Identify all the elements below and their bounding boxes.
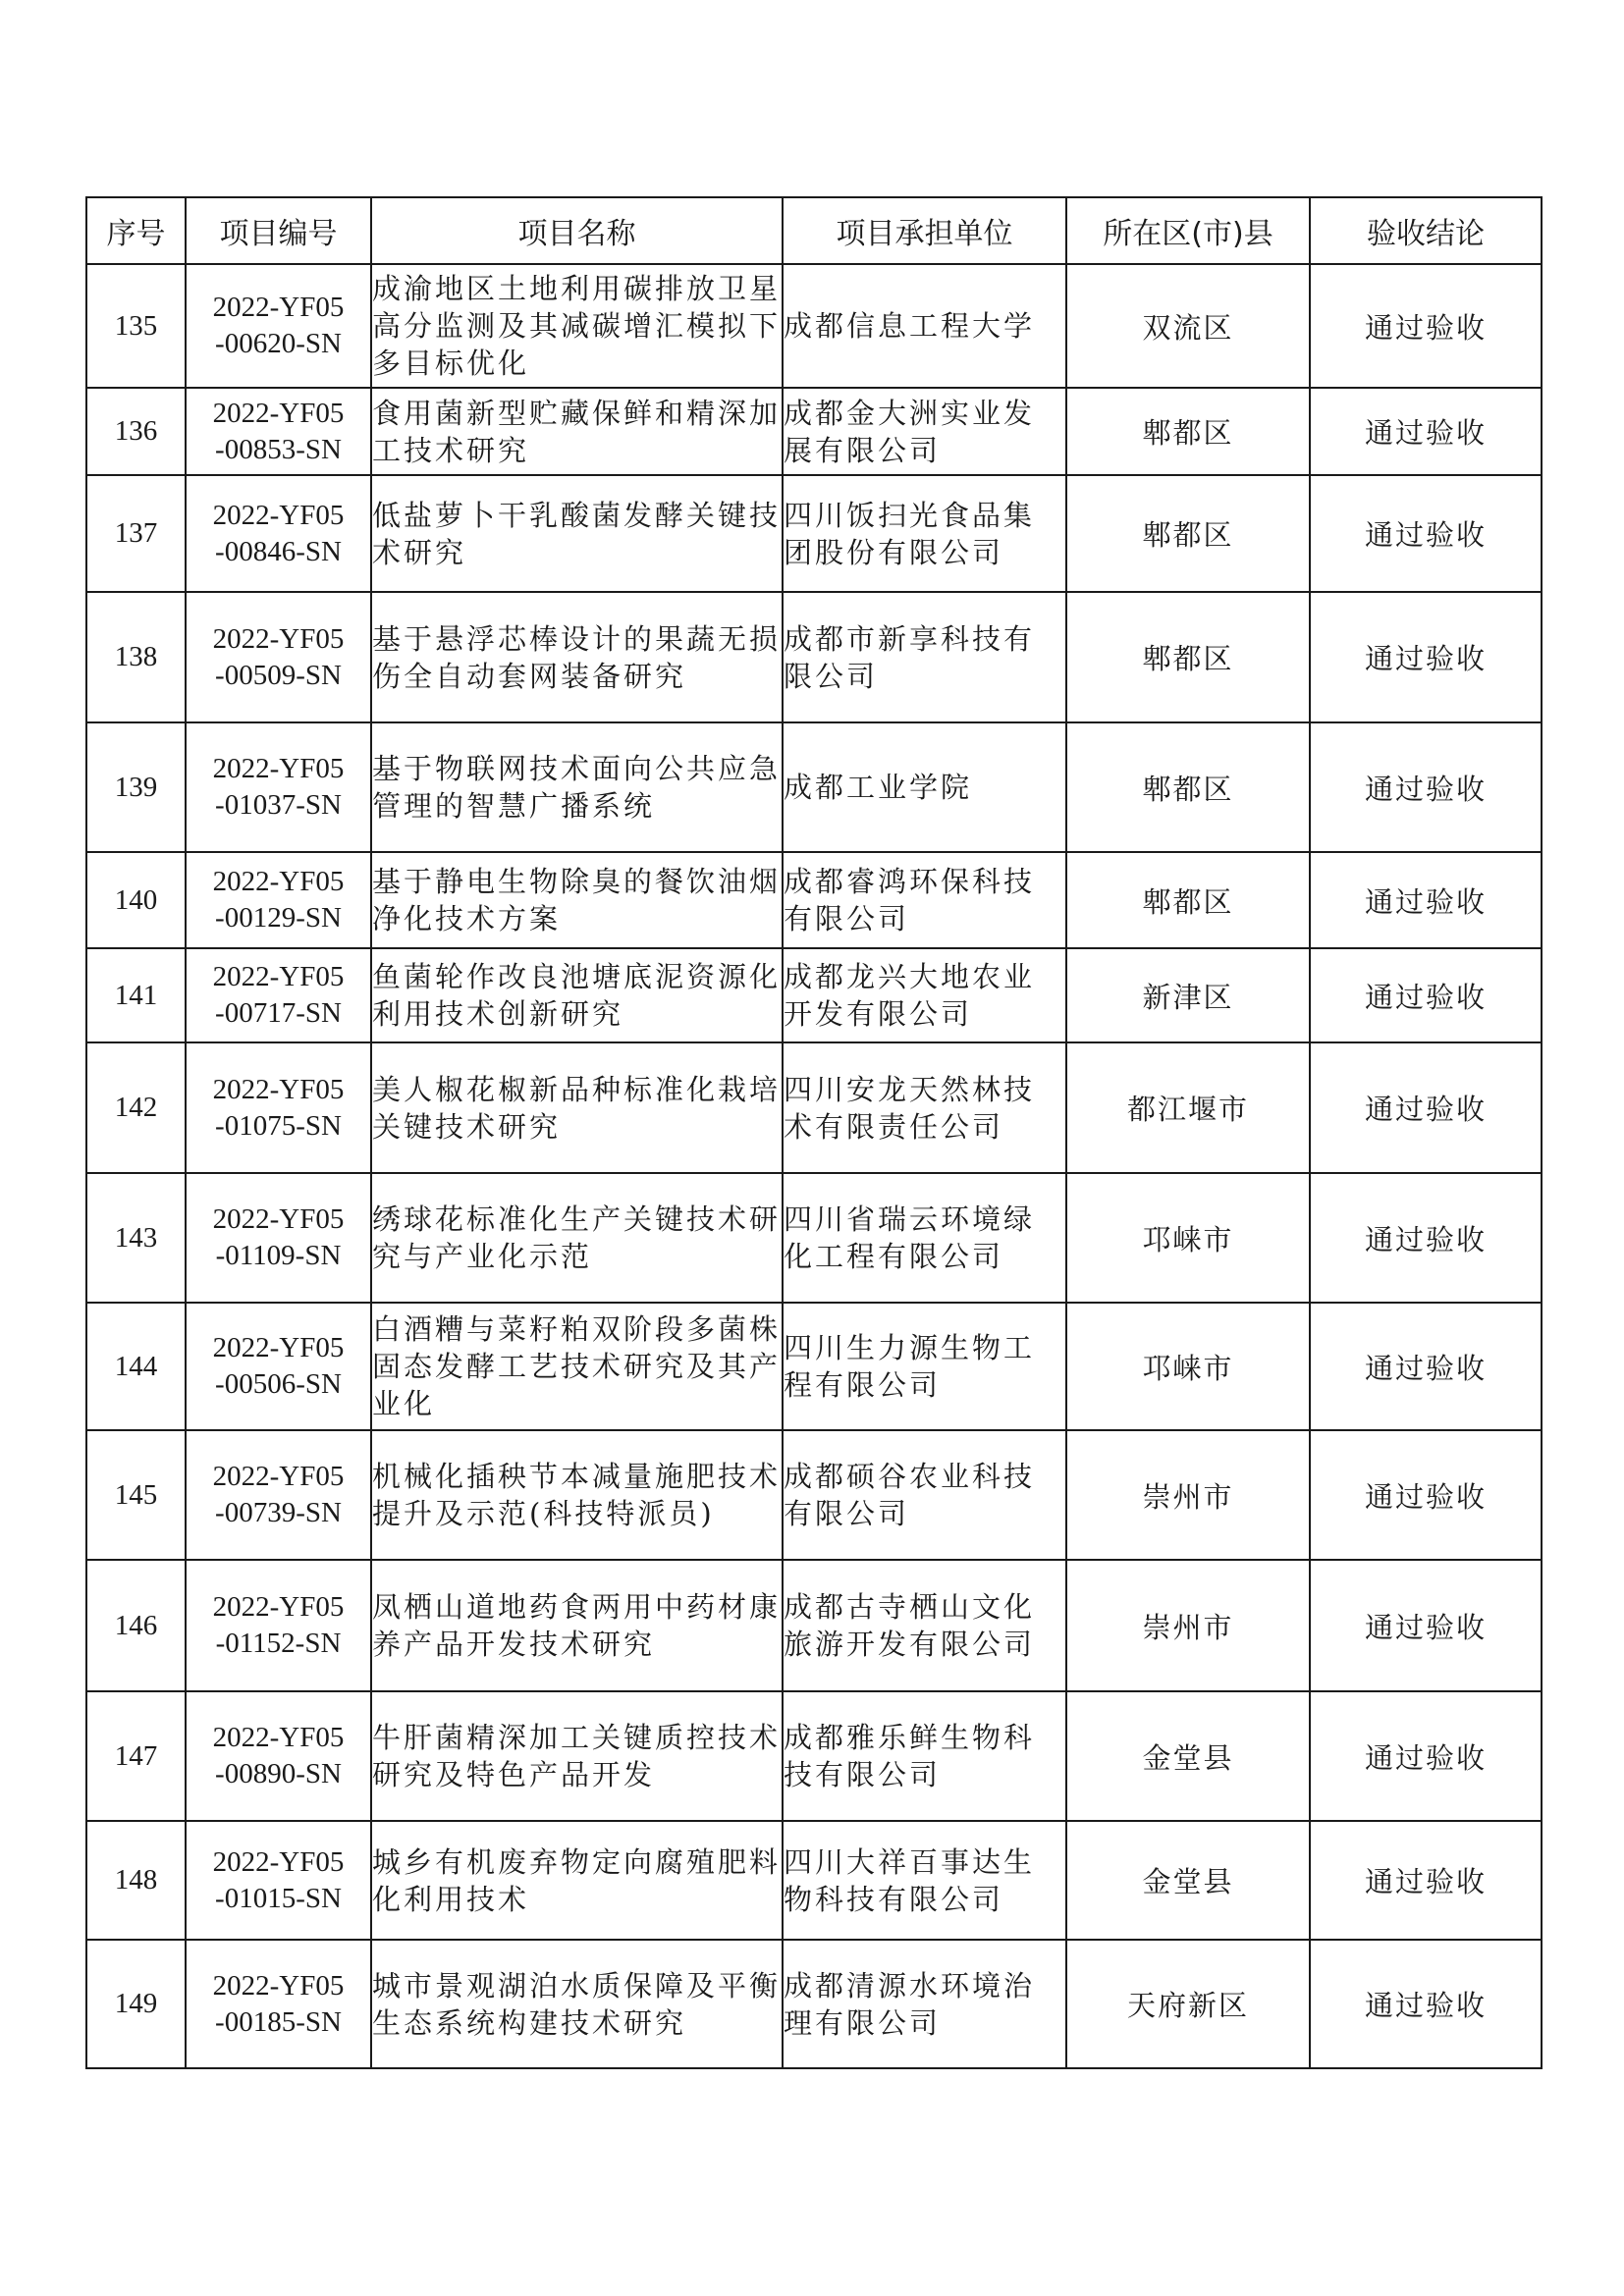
cell-no: 143 bbox=[86, 1173, 186, 1303]
code-line-2: -01152-SN bbox=[215, 1628, 342, 1659]
cell-district: 都江堰市 bbox=[1066, 1042, 1310, 1173]
code-line-2: -01075-SN bbox=[215, 1109, 342, 1142]
cell-district: 天府新区 bbox=[1066, 1940, 1310, 2068]
table-row bbox=[86, 592, 1542, 722]
cell-result: 通过验收 bbox=[1310, 1560, 1542, 1691]
code-line-1: 2022-YF05 bbox=[212, 1203, 345, 1235]
cell-name: 食用菌新型贮藏保鲜和精深加工技术研究 bbox=[371, 388, 783, 475]
cell-result: 通过验收 bbox=[1310, 1691, 1542, 1821]
cell-no: 138 bbox=[86, 592, 186, 722]
header-no: 序号 bbox=[86, 197, 186, 264]
code-line-2: -00853-SN bbox=[215, 433, 342, 465]
cell-name: 成渝地区土地利用碳排放卫星高分监测及其减碳增汇模拟下多目标优化 bbox=[371, 264, 783, 388]
cell-no: 146 bbox=[86, 1560, 186, 1691]
code-line-1: 2022-YF05 bbox=[212, 1073, 345, 1105]
cell-code bbox=[186, 722, 371, 852]
code-line-2: -01109-SN bbox=[215, 1240, 342, 1271]
cell-no: 137 bbox=[86, 475, 186, 592]
cell-no: 140 bbox=[86, 852, 186, 948]
cell-result: 通过验收 bbox=[1310, 852, 1542, 948]
code-line-1: 2022-YF05 bbox=[212, 1722, 345, 1753]
cell-name: 城市景观湖泊水质保障及平衡生态系统构建技术研究 bbox=[371, 1940, 783, 2068]
cell-unit: 四川安龙天然林技术有限责任公司 bbox=[783, 1042, 1066, 1173]
cell-no: 147 bbox=[86, 1691, 186, 1821]
cell-code bbox=[186, 1430, 371, 1560]
cell-unit: 四川大祥百事达生物科技有限公司 bbox=[783, 1821, 1066, 1940]
cell-no: 142 bbox=[86, 1042, 186, 1173]
cell-code bbox=[186, 852, 371, 948]
cell-district: 金堂县 bbox=[1066, 1691, 1310, 1821]
cell-result: 通过验收 bbox=[1310, 1042, 1542, 1173]
cell-result: 通过验收 bbox=[1310, 722, 1542, 852]
cell-district: 郫都区 bbox=[1066, 592, 1310, 722]
cell-no: 136 bbox=[86, 388, 186, 475]
code-line-2: -00506-SN bbox=[215, 1368, 342, 1400]
table-row bbox=[86, 1173, 1542, 1303]
cell-code bbox=[186, 1691, 371, 1821]
code-line-2: -00717-SN bbox=[215, 997, 342, 1029]
table-row bbox=[86, 1821, 1542, 1940]
cell-unit: 成都清源水环境治理有限公司 bbox=[783, 1940, 1066, 2068]
cell-no: 144 bbox=[86, 1303, 186, 1430]
cell-code bbox=[186, 264, 371, 388]
cell-district: 双流区 bbox=[1066, 264, 1310, 388]
cell-result: 通过验收 bbox=[1310, 388, 1542, 475]
cell-district: 郫都区 bbox=[1066, 722, 1310, 852]
code-line-1: 2022-YF05 bbox=[212, 1461, 345, 1492]
cell-unit: 成都睿鸿环保科技有限公司 bbox=[783, 852, 1066, 948]
cell-unit: 成都硕谷农业科技有限公司 bbox=[783, 1430, 1066, 1560]
table-row bbox=[86, 1042, 1542, 1173]
code-line-1: 2022-YF05 bbox=[212, 1332, 345, 1363]
cell-district: 郫都区 bbox=[1066, 852, 1310, 948]
code-line-2: -00620-SN bbox=[215, 328, 342, 359]
cell-no: 145 bbox=[86, 1430, 186, 1560]
header-district: 所在区(市)县 bbox=[1066, 197, 1310, 264]
code-line-1: 2022-YF05 bbox=[212, 292, 345, 323]
cell-district: 崇州市 bbox=[1066, 1430, 1310, 1560]
cell-code bbox=[186, 1560, 371, 1691]
cell-result: 通过验收 bbox=[1310, 1430, 1542, 1560]
cell-name: 机械化插秧节本减量施肥技术提升及示范(科技特派员) bbox=[371, 1430, 783, 1560]
cell-district: 邛崃市 bbox=[1066, 1303, 1310, 1430]
code-line-1: 2022-YF05 bbox=[212, 1591, 345, 1623]
cell-name: 美人椒花椒新品种标准化栽培关键技术研究 bbox=[371, 1042, 783, 1173]
code-line-1: 2022-YF05 bbox=[212, 622, 345, 655]
cell-result: 通过验收 bbox=[1310, 1940, 1542, 2068]
cell-no: 139 bbox=[86, 722, 186, 852]
cell-result: 通过验收 bbox=[1310, 1303, 1542, 1430]
header-code: 项目编号 bbox=[186, 197, 371, 264]
table-row bbox=[86, 388, 1542, 475]
cell-code bbox=[186, 1940, 371, 2068]
code-line-1: 2022-YF05 bbox=[212, 1845, 345, 1878]
cell-code bbox=[186, 592, 371, 722]
table-row bbox=[86, 852, 1542, 948]
cell-unit: 成都雅乐鲜生物科技有限公司 bbox=[783, 1691, 1066, 1821]
cell-name: 基于悬浮芯棒设计的果蔬无损伤全自动套网装备研究 bbox=[371, 592, 783, 722]
table-row bbox=[86, 1691, 1542, 1821]
code-line-2: -00185-SN bbox=[215, 2005, 342, 2038]
cell-district: 金堂县 bbox=[1066, 1821, 1310, 1940]
code-line-1: 2022-YF05 bbox=[212, 753, 345, 784]
code-line-2: -01037-SN bbox=[215, 789, 342, 821]
cell-result: 通过验收 bbox=[1310, 475, 1542, 592]
header-unit: 项目承担单位 bbox=[783, 197, 1066, 264]
code-line-1: 2022-YF05 bbox=[212, 397, 345, 429]
table-row bbox=[86, 475, 1542, 592]
cell-name: 基于静电生物除臭的餐饮油烟净化技术方案 bbox=[371, 852, 783, 948]
table-row bbox=[86, 264, 1542, 388]
header-result: 验收结论 bbox=[1310, 197, 1542, 264]
cell-unit: 成都龙兴大地农业开发有限公司 bbox=[783, 948, 1066, 1042]
cell-name: 城乡有机废弃物定向腐殖肥料化利用技术 bbox=[371, 1821, 783, 1940]
code-line-1: 2022-YF05 bbox=[212, 961, 345, 992]
cell-no: 141 bbox=[86, 948, 186, 1042]
cell-district: 新津区 bbox=[1066, 948, 1310, 1042]
cell-district: 邛崃市 bbox=[1066, 1173, 1310, 1303]
cell-district: 郫都区 bbox=[1066, 475, 1310, 592]
code-line-2: -00739-SN bbox=[215, 1497, 342, 1528]
cell-code bbox=[186, 948, 371, 1042]
cell-code bbox=[186, 1303, 371, 1430]
table-header-row bbox=[86, 197, 1542, 264]
cell-code bbox=[186, 1173, 371, 1303]
table-row bbox=[86, 1560, 1542, 1691]
project-acceptance-table bbox=[85, 196, 1543, 2069]
cell-name: 低盐萝卜干乳酸菌发酵关键技术研究 bbox=[371, 475, 783, 592]
cell-result: 通过验收 bbox=[1310, 1173, 1542, 1303]
cell-code bbox=[186, 388, 371, 475]
cell-name: 绣球花标准化生产关键技术研究与产业化示范 bbox=[371, 1173, 783, 1303]
cell-code bbox=[186, 1821, 371, 1940]
code-line-2: -01015-SN bbox=[215, 1882, 342, 1914]
code-line-2: -00509-SN bbox=[215, 659, 342, 691]
cell-name: 牛肝菌精深加工关键质控技术研究及特色产品开发 bbox=[371, 1691, 783, 1821]
cell-no: 149 bbox=[86, 1940, 186, 2068]
code-line-2: -00129-SN bbox=[215, 902, 342, 934]
cell-unit: 成都市新享科技有限公司 bbox=[783, 592, 1066, 722]
code-line-2: -00846-SN bbox=[215, 535, 342, 567]
code-line-1: 2022-YF05 bbox=[212, 866, 345, 897]
code-line-1: 2022-YF05 bbox=[212, 499, 345, 531]
cell-name: 鱼菌轮作改良池塘底泥资源化利用技术创新研究 bbox=[371, 948, 783, 1042]
cell-unit: 四川省瑞云环境绿化工程有限公司 bbox=[783, 1173, 1066, 1303]
cell-no: 135 bbox=[86, 264, 186, 388]
code-line-2: -00890-SN bbox=[215, 1758, 342, 1789]
cell-code bbox=[186, 475, 371, 592]
table-row bbox=[86, 1430, 1542, 1560]
cell-unit: 四川饭扫光食品集团股份有限公司 bbox=[783, 475, 1066, 592]
cell-name: 基于物联网技术面向公共应急管理的智慧广播系统 bbox=[371, 722, 783, 852]
code-line-1: 2022-YF05 bbox=[212, 1969, 345, 2002]
cell-result: 通过验收 bbox=[1310, 948, 1542, 1042]
cell-no: 148 bbox=[86, 1821, 186, 1940]
cell-code bbox=[186, 1042, 371, 1173]
cell-district: 崇州市 bbox=[1066, 1560, 1310, 1691]
cell-unit: 四川生力源生物工程有限公司 bbox=[783, 1303, 1066, 1430]
table-row bbox=[86, 948, 1542, 1042]
cell-unit: 成都金大洲实业发展有限公司 bbox=[783, 388, 1066, 475]
header-name: 项目名称 bbox=[371, 197, 783, 264]
cell-result: 通过验收 bbox=[1310, 592, 1542, 722]
table-row bbox=[86, 1940, 1542, 2068]
cell-unit: 成都古寺栖山文化旅游开发有限公司 bbox=[783, 1560, 1066, 1691]
cell-result: 通过验收 bbox=[1310, 264, 1542, 388]
cell-district: 郫都区 bbox=[1066, 388, 1310, 475]
cell-unit: 成都信息工程大学 bbox=[783, 264, 1066, 388]
cell-name: 凤栖山道地药食两用中药材康养产品开发技术研究 bbox=[371, 1560, 783, 1691]
cell-unit: 成都工业学院 bbox=[783, 722, 1066, 852]
table-row bbox=[86, 1303, 1542, 1430]
cell-name: 白酒糟与菜籽粕双阶段多菌株固态发酵工艺技术研究及其产业化 bbox=[371, 1303, 783, 1430]
cell-result: 通过验收 bbox=[1310, 1821, 1542, 1940]
table-row bbox=[86, 722, 1542, 852]
